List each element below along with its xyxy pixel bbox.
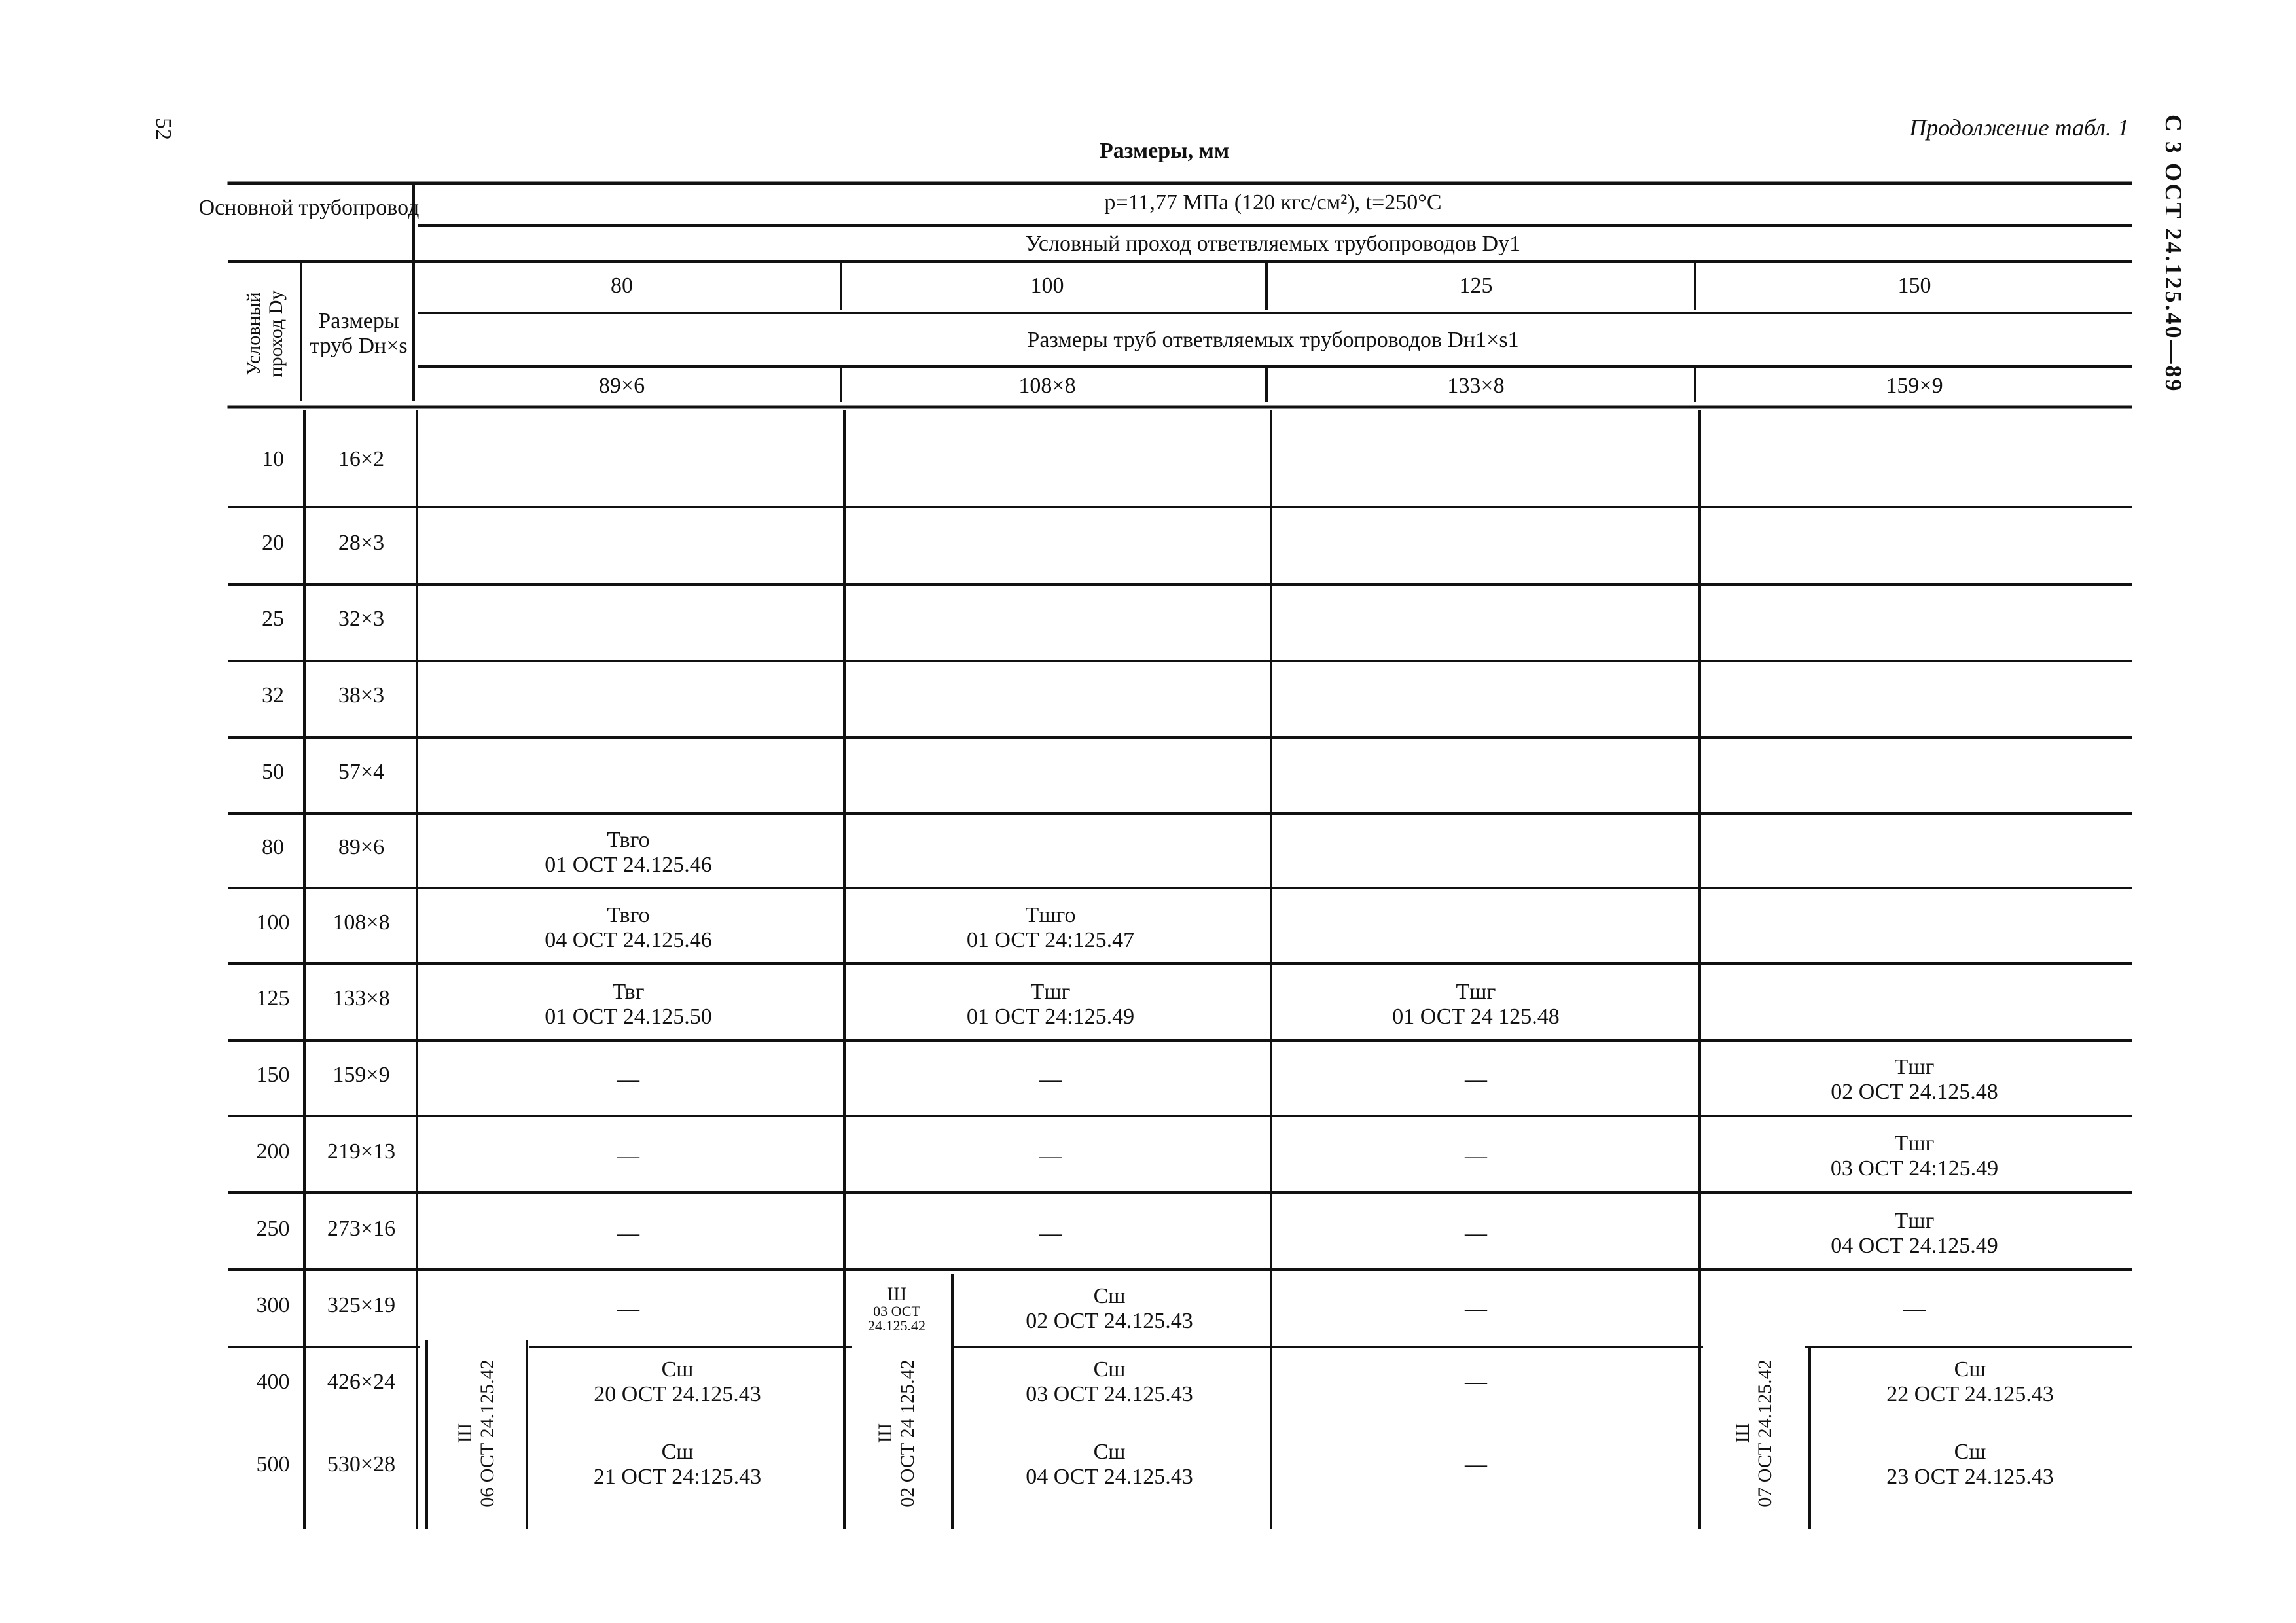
fitting-doc: 04 ОСТ 24.125.46 [545,928,712,952]
fitting-doc: 01 ОСТ 24:125.49 [966,1005,1135,1029]
conditions-header: p=11,77 МПа (120 кгс/см²), t=250°C [1104,190,1442,215]
empty-dash: — [1465,1452,1487,1476]
fitting-type: Сш [1954,1357,1986,1382]
fitting-type: Ш [874,1423,896,1444]
branch-dy-100: 100 [1030,274,1064,298]
row-size: 57×4 [338,760,385,784]
vertical-fitting [454,1359,499,1507]
fitting-type: Тшг [1894,1132,1935,1156]
row-size: 89×6 [338,835,385,859]
fitting-doc: 07 ОСТ 24.125.42 [1754,1359,1776,1507]
row-size: 38×3 [338,683,385,707]
fitting-doc: 06 ОСТ 24.125.42 [476,1359,498,1507]
fitting-doc: 03 ОСТ 24:125.49 [1830,1156,1999,1181]
empty-dash: — [1465,1067,1487,1092]
empty-dash: — [617,1067,639,1092]
fitting-type: Сш [1093,1440,1126,1464]
fitting-type: Тшг [1456,980,1496,1004]
fitting-doc: 02 ОСТ 24 125.42 [897,1359,918,1507]
side-document-code: С 3 ОСТ 24.125.40—89 [2161,115,2187,393]
branch-dy-125: 125 [1459,274,1493,298]
fitting-type: Сш [661,1440,694,1464]
fitting-cell [1026,1357,1193,1407]
fitting-doc: 01 ОСТ 24 125.48 [1392,1005,1560,1029]
fitting-type: Тшг [1894,1209,1935,1233]
empty-dash: — [1039,1221,1062,1245]
fitting-cell [1392,980,1559,1029]
fitting-type: Сш [1954,1440,1986,1464]
vertical-fitting [874,1359,919,1507]
empty-dash: — [617,1296,639,1321]
row-dy: 50 [262,760,284,784]
empty-dash: — [1903,1296,1926,1321]
fitting-doc: 20 ОСТ 24.125.43 [594,1382,761,1406]
row-dy: 25 [262,607,284,631]
row-size: 16×2 [338,447,385,471]
fitting-cell [1886,1440,2053,1489]
fitting-doc: 21 ОСТ 24:125.43 [593,1465,762,1489]
fitting-cell [1026,1284,1193,1334]
fitting-doc: 01 ОСТ 24.125.50 [545,1005,712,1029]
fitting-doc: 02 ОСТ 24.125.43 [1026,1309,1193,1333]
fitting-type: Тшго [1025,903,1076,927]
empty-dash: — [1465,1296,1487,1321]
row-dy: 200 [256,1139,290,1164]
continuation-label: Продолжение табл. 1 [1909,115,2129,141]
fitting-cell [1831,1132,1998,1181]
fitting-type: Твг [612,980,645,1004]
dy-header: Условный проход Dy [243,290,287,378]
fitting-cell [545,828,711,878]
row-size: 273×16 [327,1217,396,1241]
fitting-doc-line1: 03 ОСТ [873,1303,920,1319]
branch-size-108x8: 108×8 [1018,374,1076,398]
fitting-doc: 04 ОСТ 24.125.49 [1831,1234,1998,1258]
fitting-type: Сш [1093,1284,1126,1308]
fitting-doc: 03 ОСТ 24.125.43 [1026,1382,1193,1406]
fitting-doc: 04 ОСТ 24.125.43 [1026,1465,1193,1489]
row-dy: 80 [262,835,284,859]
fitting-type: Ш [454,1423,476,1444]
fitting-cell [967,903,1134,953]
empty-dash: — [1465,1144,1487,1168]
row-dy: 250 [256,1217,290,1241]
main-pipe-header: Основной трубопровод [198,196,420,220]
row-dy: 400 [256,1370,290,1394]
fitting-cell [594,1440,761,1489]
fitting-type: Сш [1093,1357,1126,1382]
row-dy: 500 [256,1452,290,1476]
branch-dy-150: 150 [1897,274,1931,298]
fitting-type: Твго [607,903,650,927]
fitting-doc: 01 ОСТ 24:125.47 [966,928,1135,952]
row-dy: 150 [256,1063,290,1087]
page-number: 52 [151,118,175,140]
fitting-doc: 02 ОСТ 24.125.48 [1831,1080,1998,1104]
fitting-doc-line2: 24.125.42 [868,1317,925,1334]
fitting-cell [967,980,1134,1029]
fitting-type: Тшг [1894,1055,1935,1079]
fitting-type: Твго [607,828,650,852]
row-size: 133×8 [332,986,390,1010]
branch-dy-header: Условный проход ответвляемых трубопроводов Dy1 [1025,232,1521,256]
empty-dash: — [1465,1370,1487,1394]
fitting-cell-small [868,1285,925,1333]
fitting-type: Тшг [1030,980,1071,1004]
row-dy: 100 [256,910,290,935]
fitting-doc: 01 ОСТ 24.125.46 [545,853,712,877]
branch-sizes-header: Размеры труб ответвляемых трубопроводов Dн1×s1 [1027,328,1519,352]
row-dy: 32 [262,683,284,707]
fitting-cell [1831,1055,1998,1105]
row-size: 530×28 [327,1452,396,1476]
vertical-fitting [1732,1359,1776,1507]
units-label: Размеры, мм [1100,139,1229,163]
empty-dash: — [1465,1221,1487,1245]
row-dy: 300 [256,1293,290,1317]
row-size: 32×3 [338,607,385,631]
fitting-doc: 22 ОСТ 24.125.43 [1886,1382,2054,1406]
fitting-cell [594,1357,761,1407]
empty-dash: — [617,1144,639,1168]
row-dy: 10 [262,447,284,471]
empty-dash: — [617,1221,639,1245]
row-size: 325×19 [327,1293,396,1317]
sizes-header: Размеры труб Dн×s [310,309,408,358]
empty-dash: — [1039,1144,1062,1168]
fitting-type: Ш [886,1283,907,1305]
branch-size-133x8: 133×8 [1447,374,1505,398]
row-size: 159×9 [332,1063,390,1087]
fitting-cell [545,903,711,953]
empty-dash: — [1039,1067,1062,1092]
fitting-type: Ш [1732,1423,1753,1444]
fitting-cell [1831,1209,1998,1258]
fitting-cell [545,980,711,1029]
fitting-type: Сш [661,1357,694,1382]
row-dy: 20 [262,531,284,555]
branch-dy-80: 80 [611,274,633,298]
fitting-cell [1026,1440,1193,1489]
fitting-doc: 23 ОСТ 24.125.43 [1886,1465,2054,1489]
branch-size-159x9: 159×9 [1886,374,1943,398]
row-size: 108×8 [332,910,390,935]
fitting-cell [1886,1357,2053,1407]
row-size: 426×24 [327,1370,396,1394]
row-dy: 125 [256,986,290,1010]
branch-size-89x6: 89×6 [598,374,645,398]
row-size: 219×13 [327,1139,396,1164]
row-size: 28×3 [338,531,385,555]
